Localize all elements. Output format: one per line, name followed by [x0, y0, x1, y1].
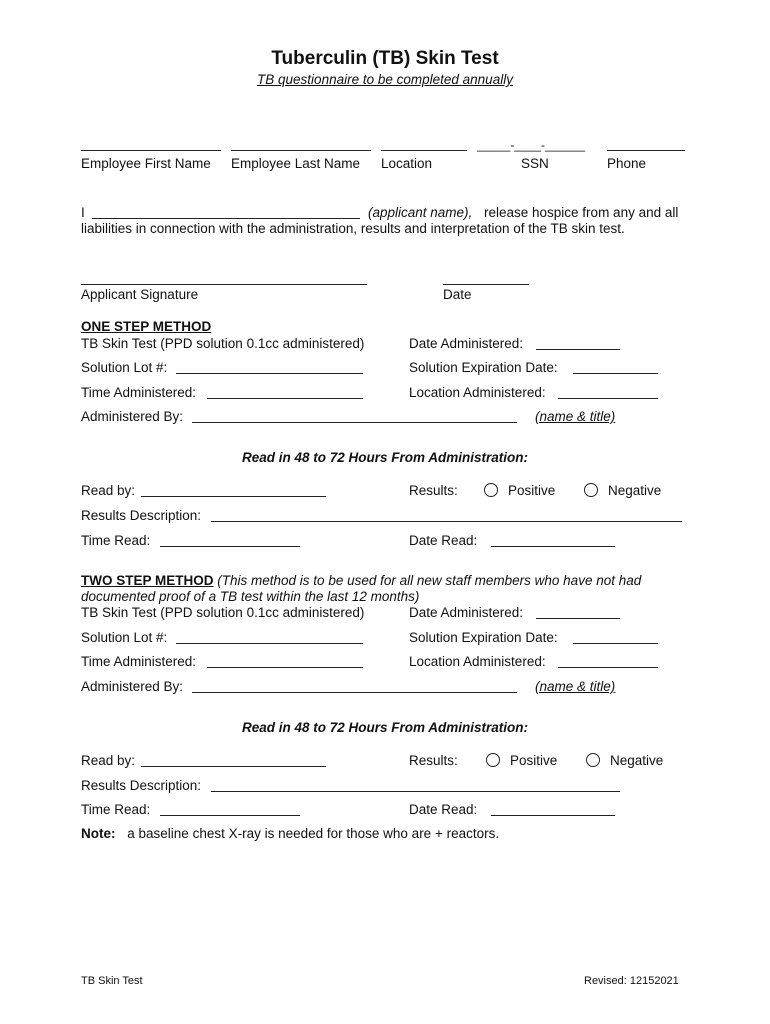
one-step-location-administered-label: Location Administered:	[409, 385, 546, 400]
one-step-solution-expiration-field[interactable]	[573, 373, 658, 374]
two-step-date-administered-label: Date Administered:	[409, 605, 524, 620]
employee-first-name-label: Employee First Name	[81, 156, 211, 171]
one-step-heading: ONE STEP METHOD	[81, 319, 212, 334]
location-field[interactable]	[381, 150, 467, 151]
applicant-signature-field[interactable]	[81, 284, 367, 285]
two-step-time-read-field[interactable]	[160, 815, 300, 816]
one-step-negative-option[interactable]	[584, 483, 661, 498]
one-step-results-label: Results:	[409, 483, 458, 498]
one-step-negative-radio[interactable]	[584, 483, 598, 497]
two-step-results-label: Results:	[409, 753, 458, 768]
location-label: Location	[381, 156, 433, 171]
applicant-signature-label: Applicant Signature	[81, 287, 199, 302]
one-step-skin-test-label: TB Skin Test (PPD solution 0.1cc administered)	[81, 336, 365, 351]
page-subtitle: TB questionnaire to be completed annually	[257, 72, 513, 87]
two-step-skin-test-label: TB Skin Test (PPD solution 0.1cc administered)	[81, 605, 365, 620]
two-step-results-description-field[interactable]	[211, 791, 620, 792]
one-step-solution-lot-label: Solution Lot #:	[81, 360, 168, 375]
one-step-date-administered-label: Date Administered:	[409, 336, 524, 351]
two-step-negative-radio[interactable]	[586, 753, 600, 767]
employee-first-name-field[interactable]	[81, 150, 221, 151]
two-step-results-description-label: Results Description:	[81, 778, 202, 793]
two-step-date-read-label: Date Read:	[409, 802, 478, 817]
one-step-date-read-field[interactable]	[491, 546, 615, 547]
one-step-read-by-field[interactable]	[141, 496, 326, 497]
employee-last-name-field[interactable]	[231, 150, 371, 151]
ssn-field[interactable]: _____-____-______	[477, 138, 586, 152]
phone-field[interactable]	[607, 150, 685, 151]
ssn-label: SSN	[521, 156, 549, 171]
phone-label: Phone	[607, 156, 647, 171]
note-row	[81, 826, 499, 841]
footer-left: TB Skin Test	[81, 975, 143, 987]
two-step-read-heading: Read in 48 to 72 Hours From Administration:	[241, 720, 529, 735]
two-step-positive-option[interactable]	[486, 753, 557, 768]
two-step-positive-radio[interactable]	[486, 753, 500, 767]
applicant-name-hint: (applicant name),	[368, 205, 473, 220]
two-step-administered-by-field[interactable]	[192, 692, 517, 693]
one-step-administered-by-label: Administered By:	[81, 409, 184, 424]
two-step-positive-label: Positive	[510, 753, 558, 768]
release-prefix: I	[81, 205, 85, 220]
two-step-solution-lot-label: Solution Lot #:	[81, 630, 168, 645]
one-step-solution-expiration-label: Solution Expiration Date:	[409, 360, 558, 375]
one-step-name-title-hint: (name & title)	[535, 409, 616, 424]
one-step-administered-by-field[interactable]	[192, 422, 517, 423]
one-step-read-heading: Read in 48 to 72 Hours From Administration:	[241, 450, 529, 465]
release-text-1: release hospice from any and all	[484, 205, 679, 220]
note-label: Note:	[81, 826, 116, 841]
page-title: Tuberculin (TB) Skin Test	[271, 48, 499, 69]
footer-right: Revised: 12152021	[584, 975, 679, 987]
signature-date-label: Date	[443, 287, 472, 302]
applicant-name-field[interactable]	[92, 218, 360, 219]
two-step-location-administered-label: Location Administered:	[409, 654, 546, 669]
one-step-time-read-field[interactable]	[160, 546, 300, 547]
one-step-time-administered-label: Time Administered:	[81, 385, 197, 400]
one-step-positive-label: Positive	[508, 483, 556, 498]
two-step-heading: TWO STEP METHOD	[81, 573, 214, 588]
one-step-time-read-label: Time Read:	[81, 533, 151, 548]
two-step-time-read-label: Time Read:	[81, 802, 151, 817]
one-step-date-administered-field[interactable]	[536, 349, 620, 350]
two-step-time-administered-field[interactable]	[207, 667, 363, 668]
two-step-solution-expiration-field[interactable]	[573, 643, 658, 644]
two-step-solution-expiration-label: Solution Expiration Date:	[409, 630, 558, 645]
two-step-note-line-2: documented proof of a TB test within the last 12 months)	[81, 589, 420, 604]
one-step-location-administered-field[interactable]	[558, 398, 658, 399]
two-step-negative-option[interactable]	[586, 753, 663, 768]
one-step-solution-lot-field[interactable]	[176, 373, 363, 374]
one-step-positive-option[interactable]	[484, 483, 555, 498]
two-step-heading-row	[81, 573, 641, 588]
employee-last-name-label: Employee Last Name	[231, 156, 361, 171]
one-step-date-read-label: Date Read:	[409, 533, 478, 548]
one-step-results-description-label: Results Description:	[81, 508, 202, 523]
one-step-time-administered-field[interactable]	[207, 398, 363, 399]
two-step-name-title-hint: (name & title)	[535, 679, 616, 694]
two-step-location-administered-field[interactable]	[558, 667, 658, 668]
two-step-solution-lot-field[interactable]	[176, 643, 363, 644]
one-step-read-by-label: Read by:	[81, 483, 136, 498]
note-text: a baseline chest X-ray is needed for those who are + reactors.	[127, 826, 500, 841]
signature-date-field[interactable]	[443, 284, 529, 285]
two-step-negative-label: Negative	[610, 753, 664, 768]
two-step-read-by-label: Read by:	[81, 753, 136, 768]
two-step-date-administered-field[interactable]	[536, 618, 620, 619]
release-text-2: liabilities in connection with the administration, results and interpretation of the TB skin test.	[81, 221, 625, 236]
two-step-read-by-field[interactable]	[141, 766, 326, 767]
one-step-negative-label: Negative	[608, 483, 662, 498]
one-step-positive-radio[interactable]	[484, 483, 498, 497]
two-step-note-line-1: (This method is to be used for all new staff members who have not had	[217, 573, 642, 588]
two-step-administered-by-label: Administered By:	[81, 679, 184, 694]
two-step-date-read-field[interactable]	[491, 815, 615, 816]
two-step-time-administered-label: Time Administered:	[81, 654, 197, 669]
one-step-results-description-field[interactable]	[211, 521, 682, 522]
